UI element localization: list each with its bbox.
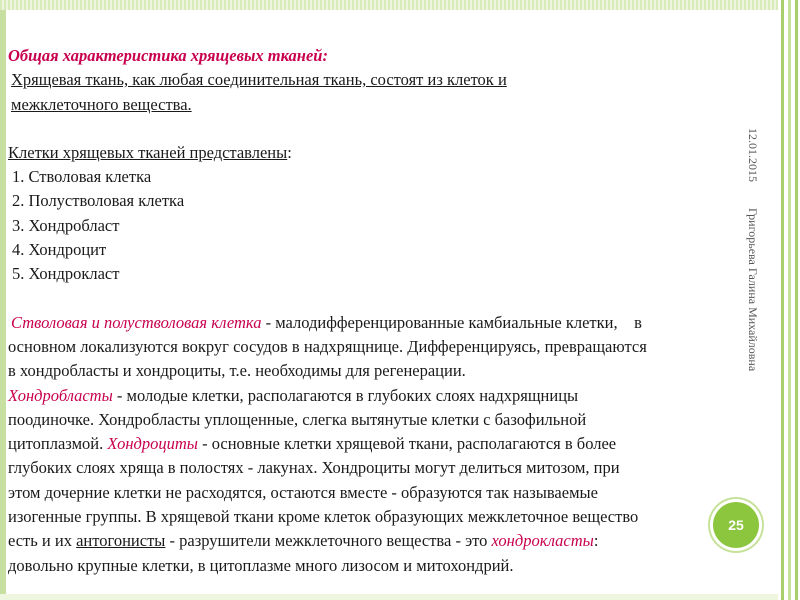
side-author: Григорьева Галина Михайловна — [746, 208, 760, 372]
page-number-badge: 25 — [713, 502, 759, 548]
paragraph-stem-cells: Стволовая и полустволовая клетка - малодифференцированные камбиальные клетки, в — [11, 312, 642, 332]
paragraph-line: довольно крупные клетки, в цитоплазме много лизосом и митохондрий. — [8, 555, 514, 575]
slide-title: Общая характеристика хрящевых тканей: — [8, 46, 328, 65]
paragraph-chondrocytes: цитоплазмой. Хондроциты - основные клетки хрящевой ткани, располагаются в более — [8, 434, 617, 454]
paragraph-line: этом дочерние клетки не расходятся, остаются вместе - образуются так называемые — [8, 482, 598, 502]
side-date: 12.01.2015 — [746, 128, 760, 182]
list-item: 5. Хондрокласт — [12, 264, 120, 284]
list-item: 1. Стволовая клетка — [12, 167, 152, 187]
paragraph-line: поодиночке. Хондробласты уплощенные, слегка вытянутые клетки с базофильной — [8, 409, 587, 429]
paragraph-chondroblasts: Хондробласты - молодые клетки, располагаются в глубоких слоях надхрящницы — [8, 385, 579, 405]
left-border — [0, 0, 6, 600]
paragraph-line: изогенные группы. В хрящевой ткани кроме клеток образующих межклеточное вещество — [8, 507, 639, 527]
right-decorative-stripes — [778, 0, 800, 600]
paragraph-line: основном локализуются вокруг сосудов в надхрящнице. Дифференцируясь, превращаются — [8, 336, 647, 356]
paragraph-line: глубоких слоях хряща в полостях - лакунах. Хондроциты могут делиться митозом, при — [8, 458, 620, 478]
top-border — [0, 0, 800, 10]
bottom-border — [0, 594, 800, 600]
intro-line-2: межклеточного вещества. — [11, 94, 192, 114]
intro-line-1: Хрящевая ткань, как любая соединительная ткань, состоят из клеток и — [11, 70, 507, 90]
paragraph-chondroclasts: есть и их антогонисты - разрушители межклеточного вещества - это хондрокласты: — [8, 531, 599, 551]
slide-content — [8, 44, 778, 578]
list-item: 4. Хондроцит — [12, 240, 107, 260]
list-item: 2. Полустволовая клетка — [12, 191, 185, 211]
paragraph-line: в хондробласты и хондроциты, т.е. необходимы для регенерации. — [8, 361, 466, 381]
list-item: 3. Хондробласт — [12, 215, 120, 235]
cells-heading: Клетки хрящевых тканей представлены: — [8, 142, 292, 162]
